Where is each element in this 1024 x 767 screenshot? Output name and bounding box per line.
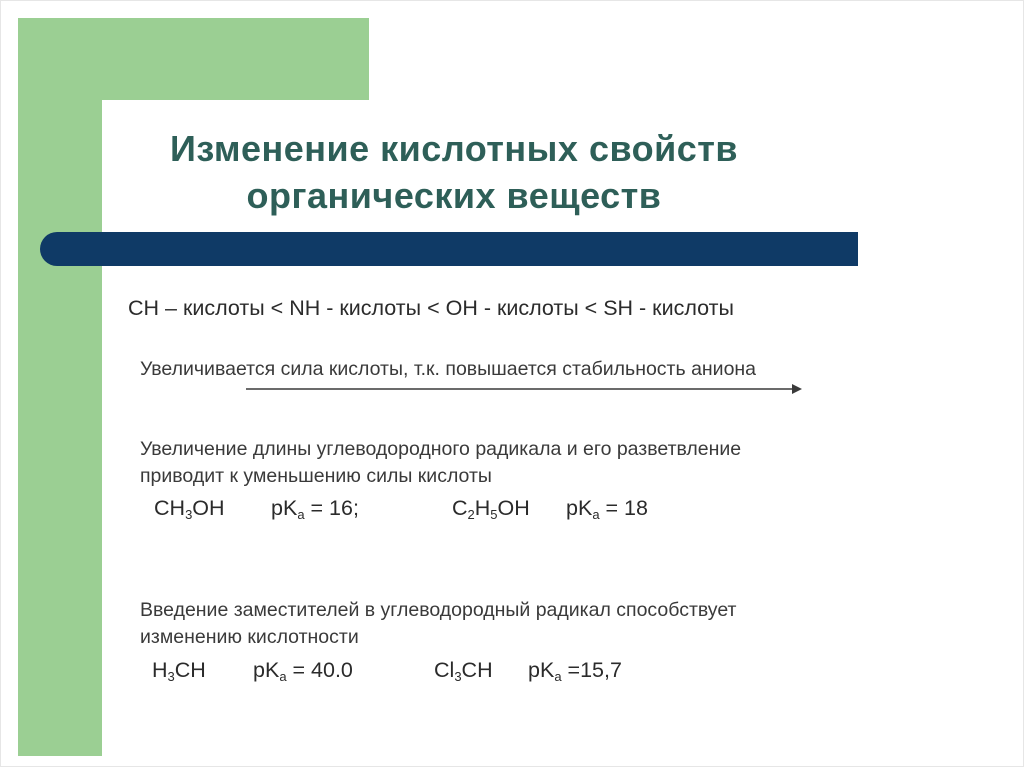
slide-title-line-1: Изменение кислотных свойств: [169, 128, 739, 169]
formula-chloroform: $Cl_3CH$: [434, 658, 493, 684]
paragraph-1-line-2: приводит к уменьшению силы кислоты: [140, 465, 492, 487]
formula-methanol: $CH_3OH$: [154, 496, 225, 522]
paragraph-substituents: [140, 597, 736, 651]
navy-divider-band: [40, 232, 858, 266]
increase-note: Увеличивается сила кислоты, т.к. повышается стабильность аниона: [140, 358, 757, 380]
formula-ethanol: $C_2H_5OH$: [452, 496, 530, 522]
paragraph-2-line-2: изменению кислотности: [140, 626, 359, 648]
pka-methanol: $pK_a = 16$;: [271, 496, 359, 522]
paragraph-radical-length: [140, 436, 741, 490]
green-top-block: [18, 18, 369, 100]
pka-chloroform: $pK_a =15,7$: [528, 658, 622, 684]
paragraph-1-line-1: Увеличение длины углеводородного радикала и его разветвление: [140, 438, 742, 460]
slide-title-line-2: органических веществ: [246, 175, 662, 216]
acid-series-text: CH – кислоты < NH - кислоты < OH - кислоты < SH - кислоты: [128, 296, 734, 320]
right-arrow-icon: [246, 383, 802, 395]
pka-methane: $pK_a = 40.0$: [253, 658, 353, 684]
pka-ethanol: $pK_a = 18$: [566, 496, 648, 522]
formula-methane: $H_3CH$: [152, 658, 206, 684]
paragraph-2-line-1: Введение заместителей в углеводородный радикал способствует: [140, 599, 737, 621]
